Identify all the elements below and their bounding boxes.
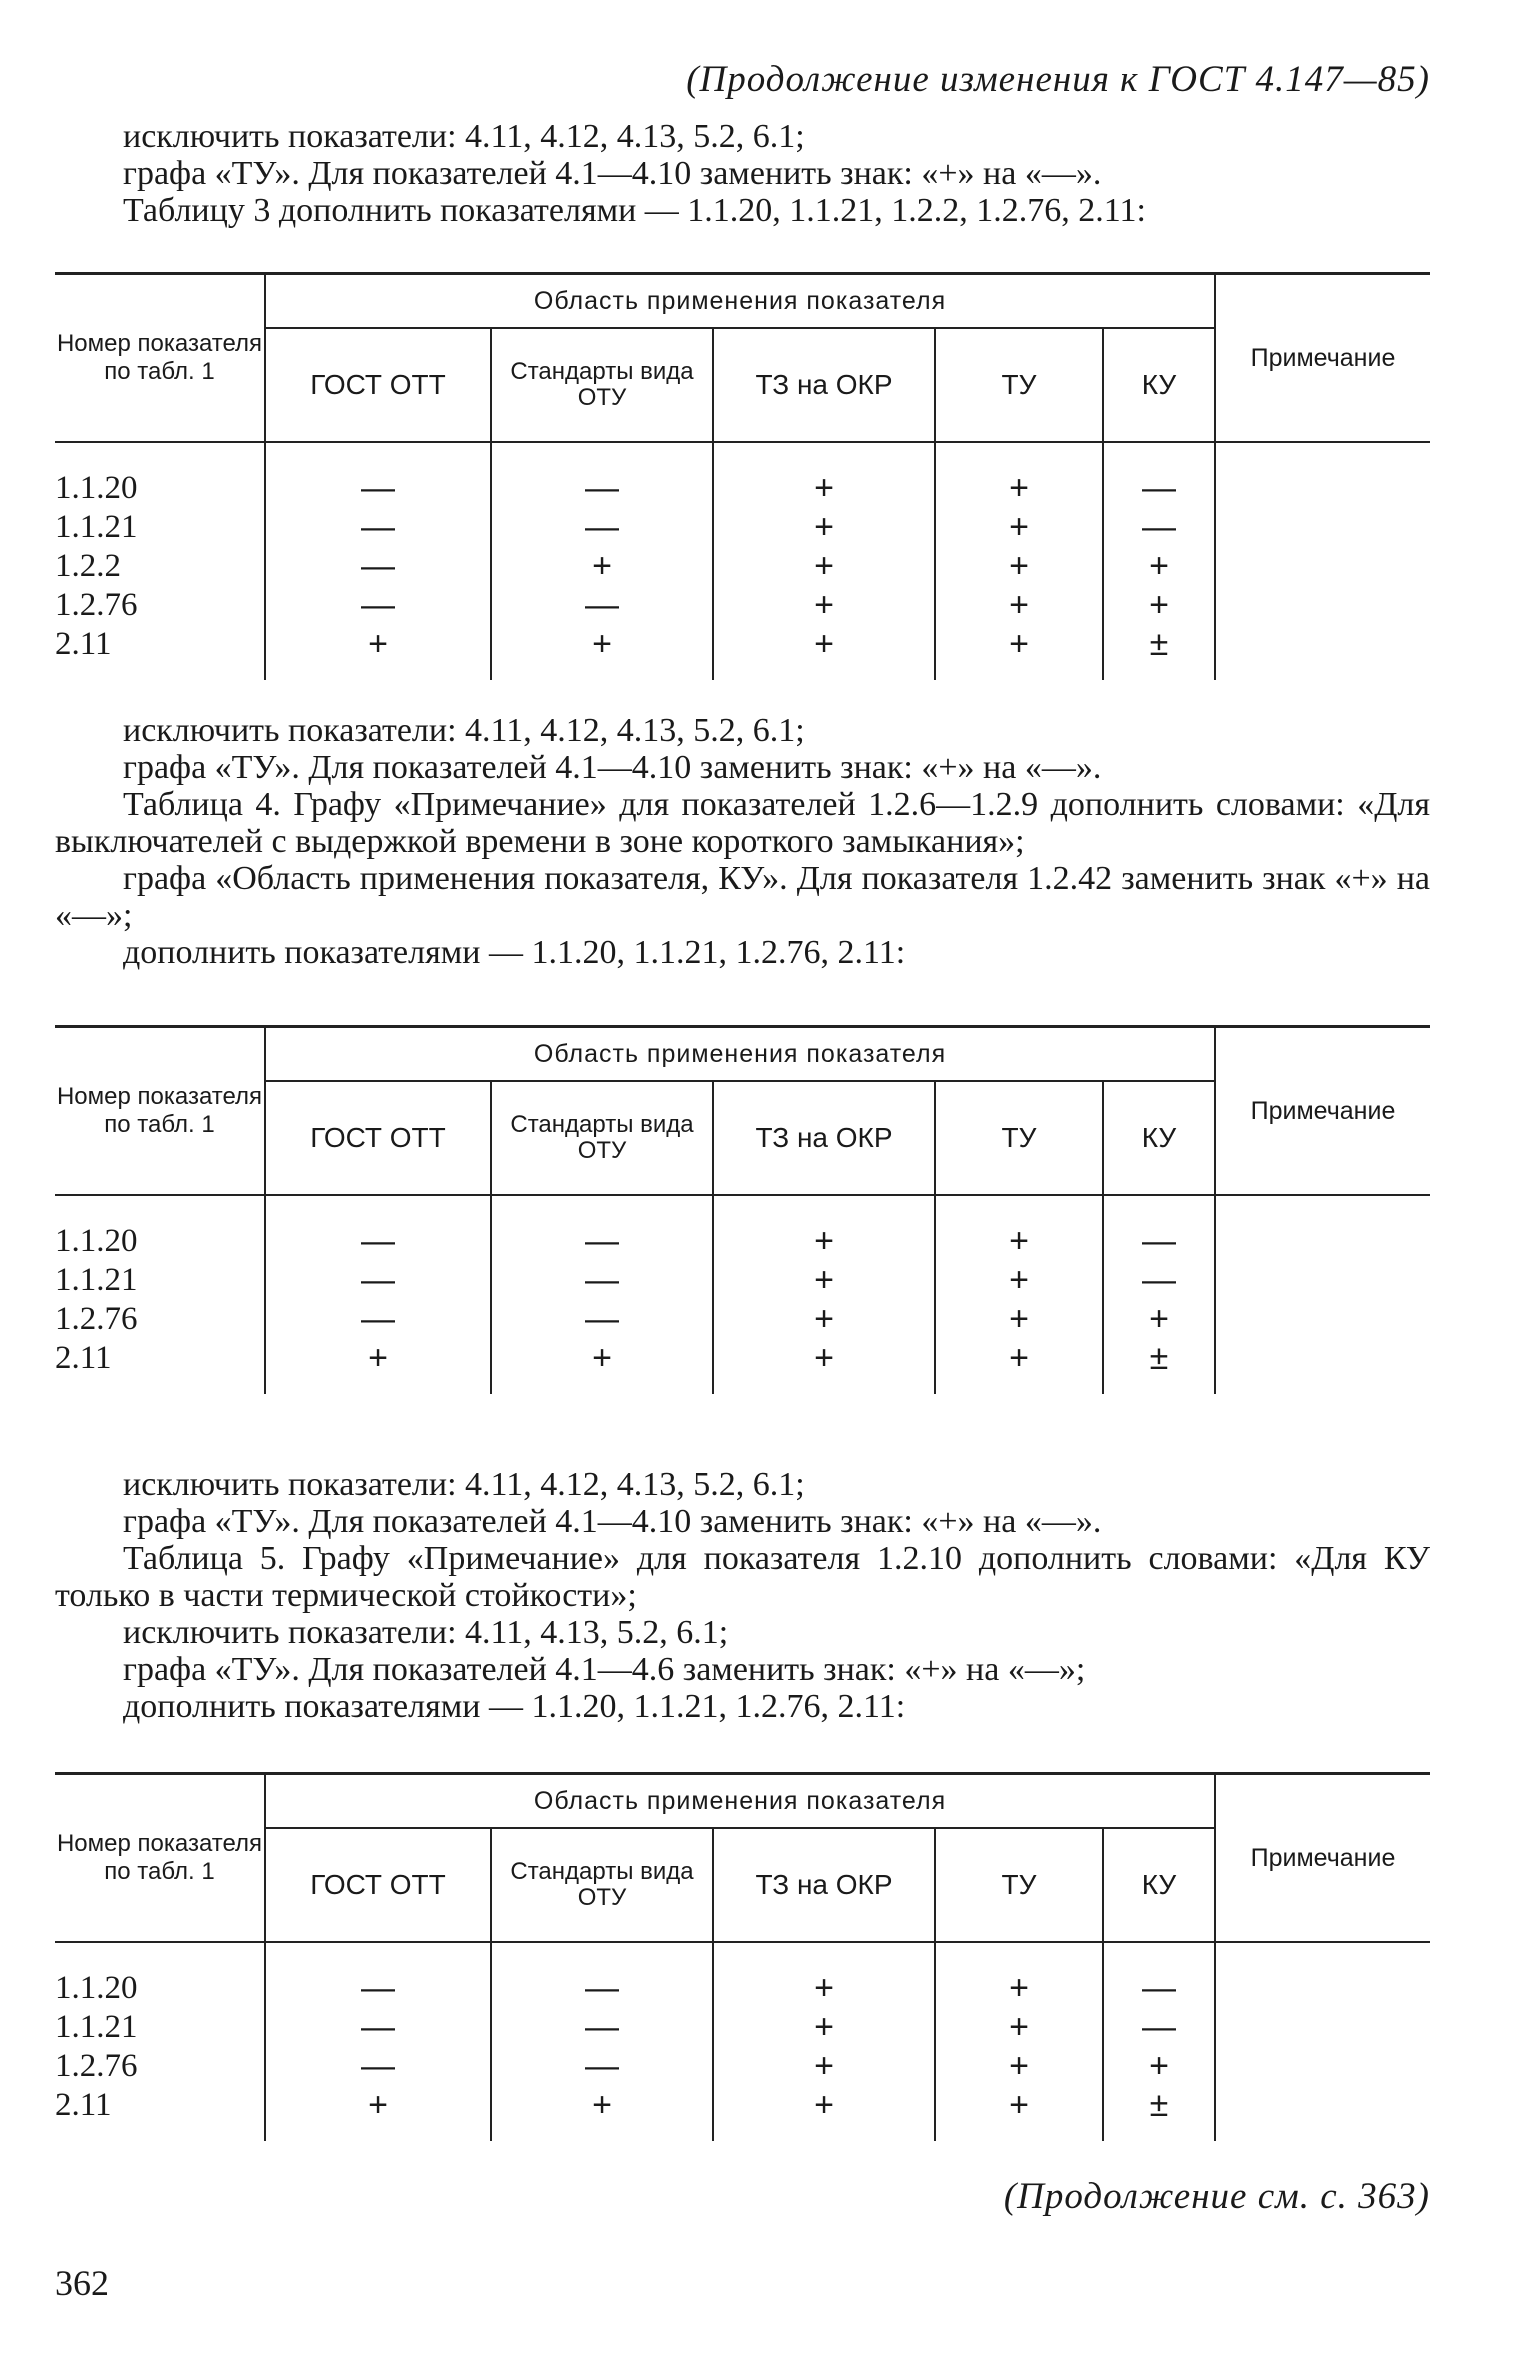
header-gost-ott: ГОСТ ОТТ [265,1828,491,1942]
cell-ku: — [1103,442,1215,508]
cell-note [1215,1195,1430,1261]
cell-gost: — [265,586,491,625]
table-4-addition [55,1025,1430,1394]
cell-tu: + [935,2086,1103,2141]
cell-tz: + [713,586,935,625]
table-row [55,1300,1430,1339]
cell-tu: + [935,442,1103,508]
table-row [55,2047,1430,2086]
cell-tu: + [935,1195,1103,1261]
paragraph: Таблица 5. Графу «Примечание» для показателя 1.2.10 дополнить словами: «Для КУ только в части термической стойкости»; [55,1540,1430,1614]
indicator-number: 1.2.76 [55,587,138,623]
paragraph: дополнить показателями — 1.1.20, 1.1.21, 1.2.76, 2.11: [123,1688,906,1725]
cell-ku: ± [1103,625,1215,680]
cell-std: — [491,2047,713,2086]
header-application-area: Область применения показателя [265,1774,1215,1829]
indicator-table [55,272,1430,680]
cell-tz: + [713,442,935,508]
cell-tu: + [935,1261,1103,1300]
header-standards-otu: Стандарты вида ОТУ [491,328,713,442]
table-row [55,625,1430,680]
cell-ku: + [1103,2047,1215,2086]
cell-gost: + [265,1339,491,1394]
cell-note [1215,625,1430,680]
paragraph: Таблицу 3 дополнить показателями — 1.1.20, 1.1.21, 1.2.2, 1.2.76, 2.11: [123,192,1146,229]
table-row [55,586,1430,625]
header-gost-ott: ГОСТ ОТТ [265,1081,491,1195]
cell-tu: + [935,1942,1103,2008]
cell-std: + [491,2086,713,2141]
table-row [55,508,1430,547]
cell-note [1215,547,1430,586]
cell-tz: + [713,1261,935,1300]
page-header: (Продолжение изменения к ГОСТ 4.147—85) [686,59,1430,100]
indicator-number: 2.11 [55,2087,112,2123]
cell-note [1215,442,1430,508]
cell-ku: + [1103,586,1215,625]
header-tu: ТУ [935,328,1103,442]
cell-ku: — [1103,2008,1215,2047]
paragraph: исключить показатели: 4.11, 4.12, 4.13, 5.2, 6.1; [123,1466,805,1503]
header-indicator-number: Номер показателя по табл. 1 [55,1774,265,1943]
cell-ku: — [1103,1942,1215,2008]
cell-std: — [491,1261,713,1300]
indicator-table [55,1772,1430,2141]
header-ku: КУ [1103,1081,1215,1195]
cell-gost: — [265,2008,491,2047]
header-tz-okr: ТЗ на ОКР [713,1081,935,1195]
paragraph: графа «ТУ». Для показателей 4.1—4.10 заменить знак: «+» на «—». [123,749,1102,786]
cell-std: — [491,1300,713,1339]
header-note: Примечание [1215,1027,1430,1196]
cell-tu: + [935,1300,1103,1339]
paragraph: графа «ТУ». Для показателей 4.1—4.6 заменить знак: «+» на «—»; [123,1651,1086,1688]
header-ku: КУ [1103,328,1215,442]
header-tz-okr: ТЗ на ОКР [713,1828,935,1942]
paragraph: Таблица 4. Графу «Примечание» для показателей 1.2.6—1.2.9 дополнить словами: «Для выключателей с выдержкой времени в зоне короткого замыкания»; [55,786,1430,860]
cell-tz: + [713,508,935,547]
header-application-area: Область применения показателя [265,1027,1215,1082]
table-5-addition [55,1772,1430,2141]
cell-tz: + [713,1339,935,1394]
page-number: 362 [55,2263,109,2303]
cell-gost: — [265,1300,491,1339]
continuation-note: (Продолжение см. с. 363) [1003,2176,1430,2217]
cell-gost: — [265,1195,491,1261]
header-standards-otu: Стандарты вида ОТУ [491,1081,713,1195]
cell-std: + [491,1339,713,1394]
header-indicator-number: Номер показателя по табл. 1 [55,274,265,443]
cell-tu: + [935,2047,1103,2086]
cell-tz: + [713,1942,935,2008]
cell-ku: ± [1103,1339,1215,1394]
table-row [55,2008,1430,2047]
cell-ku: — [1103,1261,1215,1300]
cell-std: — [491,1195,713,1261]
table-row [55,1942,1430,2008]
cell-note [1215,508,1430,547]
cell-tu: + [935,1339,1103,1394]
cell-gost: — [265,508,491,547]
table-row [55,1195,1430,1261]
header-note: Примечание [1215,274,1430,443]
cell-ku: + [1103,547,1215,586]
text-block-1 [55,118,1430,229]
header-tu: ТУ [935,1081,1103,1195]
cell-tu: + [935,547,1103,586]
table-row [55,1339,1430,1394]
header-application-area: Область применения показателя [265,274,1215,329]
cell-tz: + [713,2008,935,2047]
cell-ku: — [1103,1195,1215,1261]
header-indicator-number: Номер показателя по табл. 1 [55,1027,265,1196]
cell-gost: + [265,625,491,680]
header-standards-otu: Стандарты вида ОТУ [491,1828,713,1942]
table-row [55,547,1430,586]
cell-note [1215,2008,1430,2047]
cell-std: — [491,508,713,547]
paragraph: дополнить показателями — 1.1.20, 1.1.21, 1.2.76, 2.11: [123,934,906,971]
table-row [55,2086,1430,2141]
cell-gost: — [265,1261,491,1300]
table-3-addition [55,272,1430,680]
cell-note [1215,1300,1430,1339]
header-gost-ott: ГОСТ ОТТ [265,328,491,442]
paragraph: графа «Область применения показателя, КУ». Для показателя 1.2.42 заменить знак «+» на «—»; [55,860,1430,934]
indicator-number: 1.1.21 [55,509,138,545]
cell-note [1215,1942,1430,2008]
cell-std: + [491,547,713,586]
cell-gost: — [265,547,491,586]
cell-std: — [491,1942,713,2008]
cell-ku: + [1103,1300,1215,1339]
header-note: Примечание [1215,1774,1430,1943]
indicator-number: 1.1.20 [55,470,138,506]
cell-note [1215,1261,1430,1300]
paragraph: исключить показатели: 4.11, 4.12, 4.13, 5.2, 6.1; [123,118,805,155]
cell-ku: ± [1103,2086,1215,2141]
indicator-number: 1.1.21 [55,1262,138,1298]
cell-tz: + [713,625,935,680]
cell-tz: + [713,2086,935,2141]
header-tu: ТУ [935,1828,1103,1942]
indicator-number: 1.2.2 [55,548,121,584]
cell-gost: + [265,2086,491,2141]
cell-tu: + [935,586,1103,625]
paragraph: графа «ТУ». Для показателей 4.1—4.10 заменить знак: «+» на «—». [123,155,1102,192]
paragraph: исключить показатели: 4.11, 4.13, 5.2, 6.1; [123,1614,729,1651]
cell-tu: + [935,508,1103,547]
cell-std: — [491,442,713,508]
indicator-number: 1.1.20 [55,1970,138,2006]
cell-gost: — [265,2047,491,2086]
cell-tu: + [935,2008,1103,2047]
cell-gost: — [265,442,491,508]
cell-tu: + [935,625,1103,680]
cell-note [1215,2047,1430,2086]
cell-note [1215,1339,1430,1394]
table-row [55,1261,1430,1300]
indicator-table [55,1025,1430,1394]
header-tz-okr: ТЗ на ОКР [713,328,935,442]
cell-tz: + [713,2047,935,2086]
cell-std: — [491,586,713,625]
cell-ku: — [1103,508,1215,547]
cell-std: — [491,2008,713,2047]
indicator-number: 1.1.20 [55,1223,138,1259]
cell-std: + [491,625,713,680]
indicator-number: 2.11 [55,1340,112,1376]
indicator-number: 1.2.76 [55,1301,138,1337]
paragraph: исключить показатели: 4.11, 4.12, 4.13, 5.2, 6.1; [123,712,805,749]
indicator-number: 1.2.76 [55,2048,138,2084]
cell-tz: + [713,1300,935,1339]
cell-tz: + [713,1195,935,1261]
cell-gost: — [265,1942,491,2008]
table-row [55,442,1430,508]
indicator-number: 2.11 [55,626,112,662]
indicator-number: 1.1.21 [55,2009,138,2045]
text-block-3 [55,1466,1430,1725]
cell-note [1215,586,1430,625]
cell-note [1215,2086,1430,2141]
paragraph: графа «ТУ». Для показателей 4.1—4.10 заменить знак: «+» на «—». [123,1503,1102,1540]
header-ku: КУ [1103,1828,1215,1942]
text-block-2 [55,712,1430,971]
cell-tz: + [713,547,935,586]
